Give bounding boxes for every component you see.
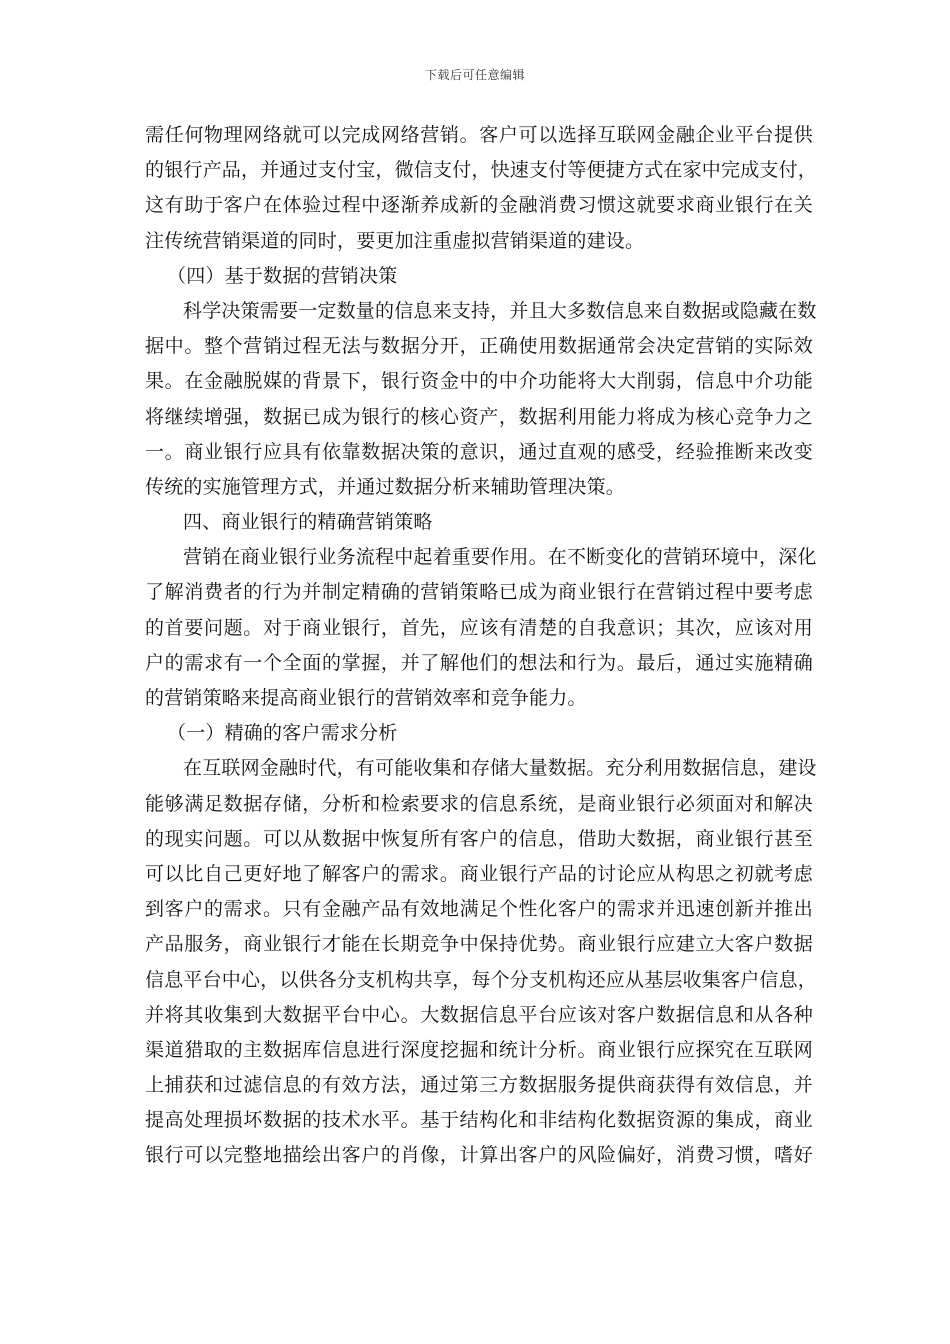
text-line: 果。在金融脱媒的背景下，银行资金中的中介功能将大大削弱，信息中介功能 xyxy=(145,370,813,393)
text-line: 的现实问题。可以从数据中恢复所有客户的信息，借助大数据，商业银行甚至 xyxy=(145,827,813,850)
text-line: 科学决策需要一定数量的信息来支持，并且大多数信息来自数据或隐藏在数 xyxy=(183,299,817,322)
paragraph-data-decisions xyxy=(145,294,817,505)
text-line: 传统的实施管理方式，并通过数据分析来辅助管理决策。 xyxy=(145,475,626,498)
text-line: 了解消费者的行为并制定精确的营销策略已成为商业银行在营销过程中要考虑 xyxy=(145,581,813,604)
text-line: 提高处理损坏数据的技术水平。基于结构化和非结构化数据资源的集成，商业 xyxy=(145,1109,813,1132)
text-line: 的首要问题。对于商业银行，首先，应该有清楚的自我意识；其次，应该对用 xyxy=(145,616,813,639)
text-line: 上捕获和过滤信息的有效方法，通过第三方数据服务提供商获得有效信息，并 xyxy=(145,1074,813,1097)
text-line: 到客户的需求。只有金融产品有效地满足个性化客户的需求并迅速创新并推出 xyxy=(145,898,813,921)
text-line: 的银行产品，并通过支付宝，微信支付，快速支付等便捷方式在家中完成支付， xyxy=(145,159,818,182)
text-line: 并将其收集到大数据平台中心。大数据信息平台应该对客户数据信息和从各种 xyxy=(145,1003,813,1026)
text-line: 将继续增强，数据已成为银行的核心资产，数据利用能力将成为核心竞争力之 xyxy=(145,405,813,428)
text-line: 能够满足数据存储，分析和检索要求的信息系统，是商业银行必须面对和解决 xyxy=(145,792,813,815)
text-line: 信息平台中心，以供各分支机构共享，每个分支机构还应从基层收集客户信息， xyxy=(145,968,818,991)
text-line: 注传统营销渠道的同时，要更加注重虚拟营销渠道的建设。 xyxy=(145,229,645,252)
text-line: 渠道猎取的主数据库信息进行深度挖掘和统计分析。商业银行应探究在互联网 xyxy=(145,1038,813,1061)
text-line: 营销在商业银行业务流程中起着重要作用。在不断变化的营销环境中，深化 xyxy=(183,546,817,569)
paragraph-customer-needs xyxy=(145,751,818,1173)
subheading-customer-needs: （一）精确的客户需求分析 xyxy=(167,722,398,745)
text-line: 产品服务，商业银行才能在长期竞争中保持优势。商业银行应建立大客户数据 xyxy=(145,933,813,956)
text-line: 的营销策略来提高商业银行的营销效率和竞争能力。 xyxy=(145,687,587,709)
subheading-data-driven-decisions: （四）基于数据的营销决策 xyxy=(167,264,398,287)
text-line: 需任何物理网络就可以完成网络营销。客户可以选择互联网金融企业平台提供 xyxy=(145,124,813,146)
text-line: 可以比自己更好地了解客户的需求。商业银行产品的讨论应从构思之初就考虑 xyxy=(145,862,813,885)
text-line: 户的需求有一个全面的掌握，并了解他们的想法和行为。最后，通过实施精确 xyxy=(145,651,813,674)
text-line: 一。商业银行应具有依靠数据决策的意识，通过直观的感受，经验推断来改变 xyxy=(145,440,813,463)
paragraph-marketing-strategy xyxy=(145,540,817,716)
text-line: 这有助于客户在体验过程中逐渐养成新的金融消费习惯这就要求商业银行在关 xyxy=(145,194,813,217)
section-heading-precision-marketing: 四、商业银行的精确营销策略 xyxy=(183,511,433,534)
paragraph-virtual-channels xyxy=(145,118,818,259)
text-line: 银行可以完整地描绘出客户的肖像，计算出客户的风险偏好，消费习惯，嗜好 xyxy=(145,1144,813,1167)
text-line: 在互联网金融时代，有可能收集和存储大量数据。充分利用数据信息，建设 xyxy=(183,757,817,780)
text-line: 据中。整个营销过程无法与数据分开，正确使用数据通常会决定营销的实际效 xyxy=(145,335,813,358)
page-header-note: 下载后可任意编辑 xyxy=(424,68,525,82)
document-body xyxy=(145,118,818,1174)
